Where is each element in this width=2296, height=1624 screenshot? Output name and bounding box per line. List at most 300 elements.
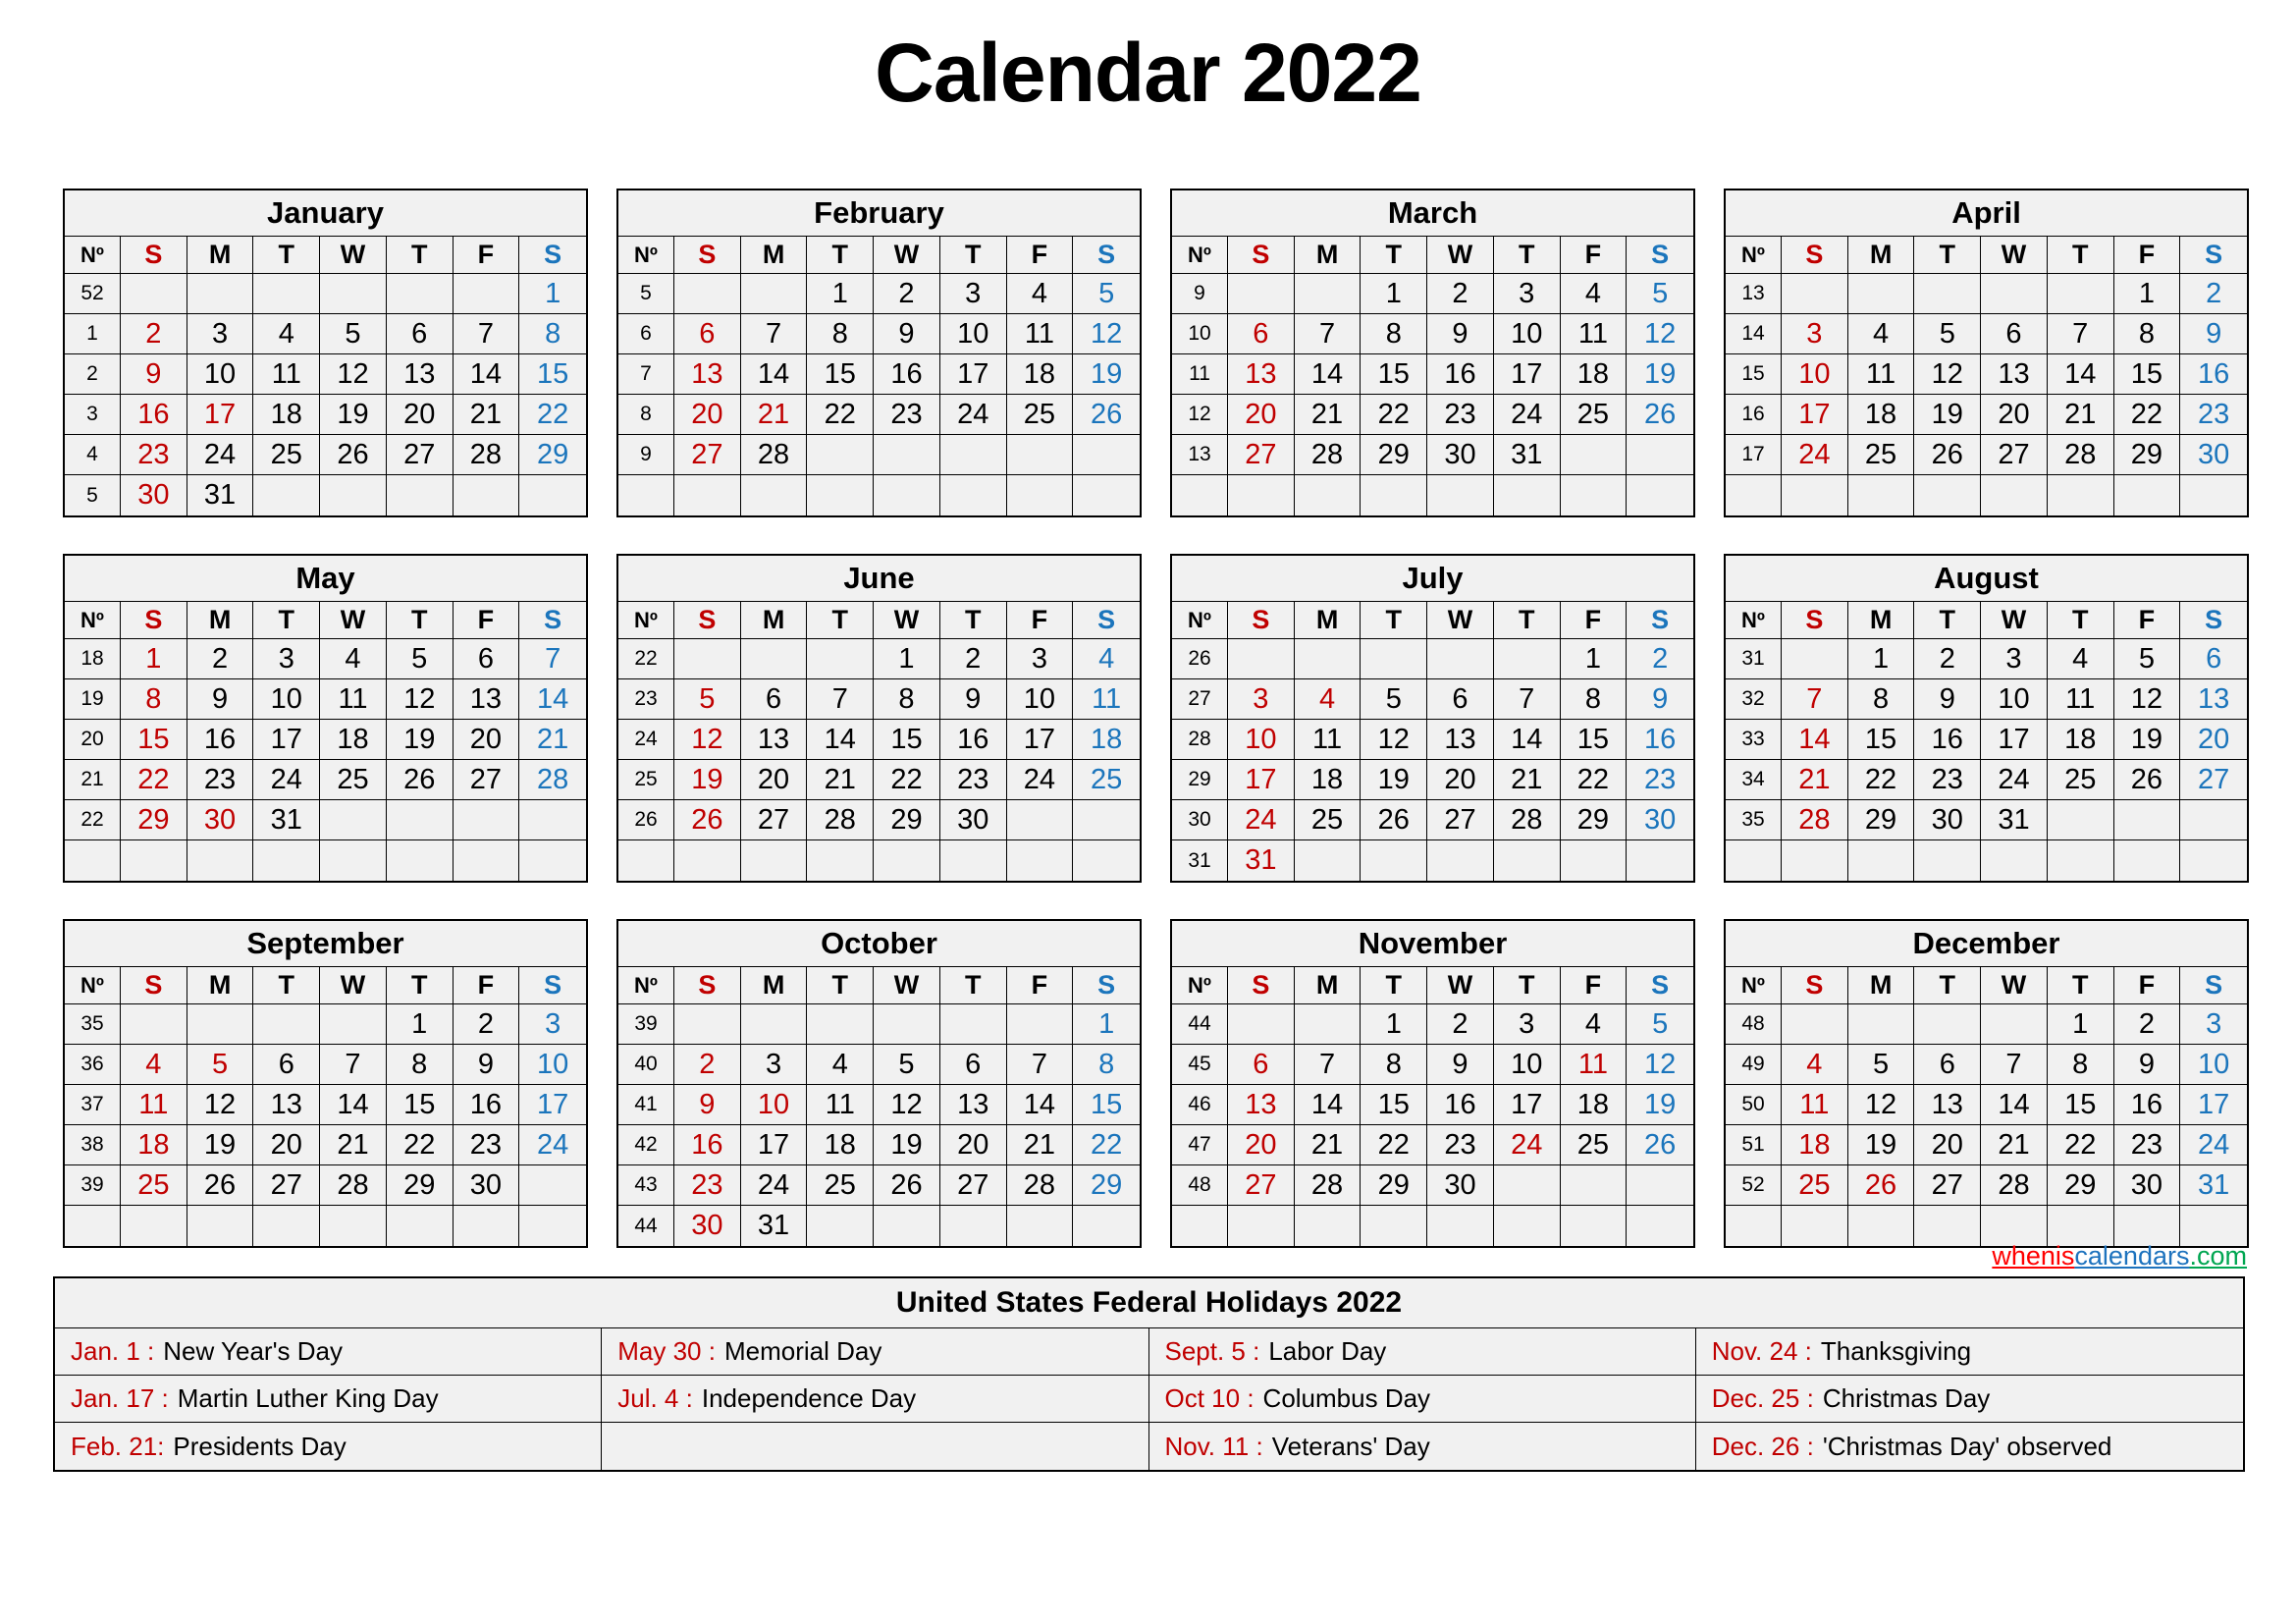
day-cell: 22	[874, 760, 940, 800]
day-cell: 21	[454, 395, 520, 435]
day-cell: 28	[1981, 1165, 2048, 1206]
day-cell: 28	[1494, 800, 1561, 840]
day-cell	[121, 274, 187, 314]
website-link-part-blue: calendars	[2074, 1241, 2190, 1271]
day-cell	[940, 840, 1007, 881]
holiday-date: Oct 10 :	[1164, 1383, 1255, 1413]
day-cell: 30	[121, 475, 187, 515]
day-cell: 8	[1361, 1045, 1427, 1085]
day-cell: 24	[253, 760, 320, 800]
holiday-cell	[1149, 1376, 1696, 1423]
day-cell	[1981, 274, 2048, 314]
day-header-cell: M	[187, 237, 254, 274]
week-number-cell: 5	[65, 475, 121, 515]
day-cell: 14	[454, 354, 520, 395]
week-number-cell: 52	[65, 274, 121, 314]
day-cell: 12	[2114, 679, 2181, 720]
month-title: June	[618, 556, 1140, 602]
day-cell: 16	[940, 720, 1007, 760]
day-header-cell: M	[187, 602, 254, 639]
day-header-cell: S	[2180, 602, 2247, 639]
day-cell: 14	[1782, 720, 1848, 760]
week-number-header: Nº	[1172, 602, 1228, 639]
day-cell	[940, 1004, 1007, 1045]
day-cell: 6	[940, 1045, 1007, 1085]
day-cell: 13	[1427, 720, 1494, 760]
week-number-header: Nº	[1726, 967, 1782, 1004]
day-cell	[454, 475, 520, 515]
day-cell	[874, 1004, 940, 1045]
day-cell: 10	[940, 314, 1007, 354]
day-cell: 18	[1561, 354, 1628, 395]
day-header-cell: S	[519, 602, 586, 639]
day-cell: 18	[1561, 1085, 1628, 1125]
week-number-cell: 41	[618, 1085, 674, 1125]
day-cell	[1295, 840, 1362, 881]
day-cell	[1228, 639, 1295, 679]
day-cell: 5	[1627, 274, 1693, 314]
week-number-cell: 5	[618, 274, 674, 314]
day-header-cell: T	[387, 602, 454, 639]
day-cell: 4	[1007, 274, 1074, 314]
day-cell: 28	[1007, 1165, 1074, 1206]
day-cell: 18	[121, 1125, 187, 1165]
month-title: March	[1172, 190, 1693, 237]
day-cell: 9	[187, 679, 254, 720]
month-grid	[65, 237, 586, 515]
day-header-cell: T	[1361, 602, 1427, 639]
day-cell	[1981, 840, 2048, 881]
day-cell: 1	[387, 1004, 454, 1045]
day-cell: 5	[874, 1045, 940, 1085]
day-cell: 19	[1914, 395, 1981, 435]
day-cell: 21	[741, 395, 808, 435]
day-cell: 9	[1914, 679, 1981, 720]
day-cell	[1228, 475, 1295, 515]
week-number-cell: 19	[65, 679, 121, 720]
day-cell: 15	[387, 1085, 454, 1125]
day-cell: 16	[1627, 720, 1693, 760]
month-january	[63, 189, 588, 517]
week-number-cell: 39	[618, 1004, 674, 1045]
day-cell: 13	[940, 1085, 1007, 1125]
day-cell	[387, 800, 454, 840]
day-cell: 30	[1914, 800, 1981, 840]
day-header-cell: S	[121, 237, 187, 274]
month-grid	[618, 237, 1140, 515]
day-cell: 29	[519, 435, 586, 475]
day-cell: 17	[741, 1125, 808, 1165]
day-cell: 26	[1914, 435, 1981, 475]
website-link-part-red: whenis	[1992, 1241, 2075, 1271]
day-cell: 16	[1427, 1085, 1494, 1125]
day-header-cell: M	[187, 967, 254, 1004]
day-cell: 2	[674, 1045, 741, 1085]
day-header-cell: F	[2114, 602, 2181, 639]
day-cell: 13	[741, 720, 808, 760]
day-cell: 11	[1561, 1045, 1628, 1085]
day-cell: 1	[1561, 639, 1628, 679]
day-cell	[1561, 1206, 1628, 1246]
day-cell: 23	[940, 760, 1007, 800]
day-cell: 18	[253, 395, 320, 435]
day-cell	[121, 840, 187, 881]
week-number-cell: 2	[65, 354, 121, 395]
day-cell: 6	[1228, 314, 1295, 354]
week-number-cell: 40	[618, 1045, 674, 1085]
day-cell: 17	[1007, 720, 1074, 760]
day-cell: 10	[1494, 314, 1561, 354]
day-cell: 1	[807, 274, 874, 314]
day-cell	[387, 475, 454, 515]
day-cell: 9	[2180, 314, 2247, 354]
day-cell: 30	[1427, 435, 1494, 475]
month-november	[1170, 919, 1695, 1248]
week-number-cell: 51	[1726, 1125, 1782, 1165]
day-cell: 21	[1007, 1125, 1074, 1165]
day-cell: 21	[1782, 760, 1848, 800]
day-cell: 9	[874, 314, 940, 354]
day-cell	[253, 840, 320, 881]
day-cell	[1007, 475, 1074, 515]
day-cell: 8	[387, 1045, 454, 1085]
month-title: December	[1726, 921, 2247, 967]
day-header-cell: F	[454, 967, 520, 1004]
day-cell: 4	[1295, 679, 1362, 720]
day-cell: 24	[1228, 800, 1295, 840]
month-july	[1170, 554, 1695, 883]
day-cell: 9	[454, 1045, 520, 1085]
day-cell: 1	[121, 639, 187, 679]
day-cell: 2	[1627, 639, 1693, 679]
day-cell	[2114, 475, 2181, 515]
week-number-cell: 44	[1172, 1004, 1228, 1045]
day-cell	[320, 800, 387, 840]
day-cell: 30	[2114, 1165, 2181, 1206]
holiday-cell	[55, 1376, 602, 1423]
day-header-cell: W	[874, 237, 940, 274]
holidays-table-grid	[55, 1328, 2243, 1470]
day-cell	[454, 1206, 520, 1246]
day-cell: 14	[1295, 1085, 1362, 1125]
day-cell: 23	[1627, 760, 1693, 800]
day-cell: 9	[2114, 1045, 2181, 1085]
day-header-cell: S	[1073, 237, 1140, 274]
month-april	[1724, 189, 2249, 517]
day-cell: 27	[741, 800, 808, 840]
day-cell: 27	[253, 1165, 320, 1206]
day-cell: 5	[1361, 679, 1427, 720]
day-cell: 9	[940, 679, 1007, 720]
day-cell	[874, 435, 940, 475]
month-title: September	[65, 921, 586, 967]
day-cell: 23	[187, 760, 254, 800]
day-cell: 1	[874, 639, 940, 679]
month-grid	[1172, 602, 1693, 881]
week-number-cell: 48	[1172, 1165, 1228, 1206]
day-header-cell: W	[320, 237, 387, 274]
week-number-cell	[1726, 840, 1782, 881]
month-september	[63, 919, 588, 1248]
day-cell	[1295, 475, 1362, 515]
day-cell: 24	[1782, 435, 1848, 475]
day-cell: 25	[807, 1165, 874, 1206]
day-cell: 28	[320, 1165, 387, 1206]
day-cell	[1561, 840, 1628, 881]
week-number-cell: 17	[1726, 435, 1782, 475]
day-cell	[2048, 800, 2114, 840]
day-cell	[1914, 1004, 1981, 1045]
day-header-cell: F	[454, 237, 520, 274]
week-number-cell: 26	[1172, 639, 1228, 679]
day-cell: 13	[1228, 354, 1295, 395]
day-cell: 8	[121, 679, 187, 720]
day-cell: 16	[1914, 720, 1981, 760]
day-cell: 30	[674, 1206, 741, 1246]
month-may	[63, 554, 588, 883]
holiday-cell	[1696, 1423, 2243, 1470]
day-cell: 11	[1007, 314, 1074, 354]
month-grid	[1172, 237, 1693, 515]
day-cell	[2114, 800, 2181, 840]
day-cell	[1007, 1206, 1074, 1246]
week-number-cell: 15	[1726, 354, 1782, 395]
month-grid	[618, 967, 1140, 1246]
website-link[interactable]	[1992, 1241, 2247, 1272]
day-cell: 3	[1007, 639, 1074, 679]
day-cell	[121, 1004, 187, 1045]
day-cell	[253, 1004, 320, 1045]
day-cell	[2180, 800, 2247, 840]
day-cell: 3	[519, 1004, 586, 1045]
day-cell: 14	[320, 1085, 387, 1125]
day-cell: 21	[1981, 1125, 2048, 1165]
day-cell	[1782, 475, 1848, 515]
week-number-cell: 34	[1726, 760, 1782, 800]
day-cell	[187, 1206, 254, 1246]
day-cell: 6	[1981, 314, 2048, 354]
day-cell	[1073, 800, 1140, 840]
day-cell: 18	[1007, 354, 1074, 395]
day-header-cell: S	[121, 967, 187, 1004]
day-cell	[1295, 1206, 1362, 1246]
day-cell	[2048, 475, 2114, 515]
day-cell: 5	[387, 639, 454, 679]
day-cell: 4	[1561, 1004, 1628, 1045]
day-cell	[454, 840, 520, 881]
day-cell	[253, 274, 320, 314]
day-header-cell: T	[940, 602, 1007, 639]
day-cell: 9	[1427, 314, 1494, 354]
day-cell: 6	[387, 314, 454, 354]
day-cell	[807, 435, 874, 475]
day-cell: 15	[807, 354, 874, 395]
week-number-cell: 33	[1726, 720, 1782, 760]
day-cell: 23	[1427, 1125, 1494, 1165]
day-cell: 17	[1494, 354, 1561, 395]
day-cell: 13	[1228, 1085, 1295, 1125]
day-header-cell: W	[874, 967, 940, 1004]
week-number-cell: 13	[1726, 274, 1782, 314]
day-cell	[1848, 475, 1915, 515]
day-cell: 7	[1007, 1045, 1074, 1085]
day-cell: 24	[940, 395, 1007, 435]
day-header-cell: T	[387, 967, 454, 1004]
day-cell: 12	[674, 720, 741, 760]
day-header-cell: M	[1295, 602, 1362, 639]
day-header-cell: W	[1427, 237, 1494, 274]
day-cell: 20	[2180, 720, 2247, 760]
week-number-cell: 29	[1172, 760, 1228, 800]
day-cell: 8	[519, 314, 586, 354]
holiday-date: Nov. 24 :	[1711, 1336, 1812, 1366]
week-number-cell: 52	[1726, 1165, 1782, 1206]
day-cell: 29	[2114, 435, 2181, 475]
day-cell: 3	[253, 639, 320, 679]
week-number-cell: 3	[65, 395, 121, 435]
day-header-cell: F	[2114, 237, 2181, 274]
day-cell: 18	[1848, 395, 1915, 435]
day-header-cell: S	[1782, 237, 1848, 274]
day-cell: 7	[1295, 314, 1362, 354]
day-cell: 27	[387, 435, 454, 475]
day-cell: 21	[1295, 1125, 1362, 1165]
day-cell: 2	[940, 639, 1007, 679]
holiday-label: Martin Luther King Day	[177, 1383, 439, 1413]
day-header-cell: W	[1427, 967, 1494, 1004]
day-cell	[253, 475, 320, 515]
day-cell: 17	[187, 395, 254, 435]
week-number-cell: 28	[1172, 720, 1228, 760]
day-cell	[320, 274, 387, 314]
day-cell: 13	[1981, 354, 2048, 395]
day-cell: 3	[1494, 1004, 1561, 1045]
day-header-cell: T	[940, 967, 1007, 1004]
day-header-cell: W	[320, 602, 387, 639]
day-header-cell: T	[1494, 237, 1561, 274]
day-cell: 5	[320, 314, 387, 354]
day-cell: 5	[1848, 1045, 1915, 1085]
day-cell: 22	[1361, 395, 1427, 435]
day-cell: 5	[1073, 274, 1140, 314]
day-header-cell: S	[674, 967, 741, 1004]
months-grid	[63, 189, 2249, 1248]
page-title: Calendar 2022	[875, 27, 1421, 119]
day-cell: 29	[2048, 1165, 2114, 1206]
week-number-cell: 49	[1726, 1045, 1782, 1085]
day-cell: 9	[1627, 679, 1693, 720]
day-cell: 18	[1782, 1125, 1848, 1165]
month-grid	[1726, 602, 2247, 881]
day-cell	[519, 1206, 586, 1246]
day-cell: 29	[874, 800, 940, 840]
day-cell: 30	[1427, 1165, 1494, 1206]
holiday-date: Dec. 25 :	[1711, 1383, 1814, 1413]
day-cell	[1494, 1206, 1561, 1246]
day-cell: 13	[674, 354, 741, 395]
day-cell	[940, 475, 1007, 515]
week-number-cell: 20	[65, 720, 121, 760]
week-number-cell: 47	[1172, 1125, 1228, 1165]
day-cell	[187, 840, 254, 881]
day-cell: 20	[940, 1125, 1007, 1165]
holiday-cell	[55, 1423, 602, 1470]
day-header-cell: T	[807, 602, 874, 639]
day-cell	[1295, 1004, 1362, 1045]
day-cell	[1782, 1206, 1848, 1246]
week-number-cell: 30	[1172, 800, 1228, 840]
day-cell: 3	[1782, 314, 1848, 354]
day-header-cell: M	[1848, 967, 1915, 1004]
day-cell: 22	[2114, 395, 2181, 435]
day-cell: 23	[1914, 760, 1981, 800]
month-title: January	[65, 190, 586, 237]
week-number-header: Nº	[1726, 602, 1782, 639]
day-cell	[940, 1206, 1007, 1246]
day-cell: 9	[674, 1085, 741, 1125]
day-cell: 23	[2180, 395, 2247, 435]
day-cell	[519, 475, 586, 515]
holiday-label: Memorial Day	[723, 1336, 882, 1366]
day-cell: 3	[741, 1045, 808, 1085]
day-cell	[1295, 274, 1362, 314]
holiday-label: Thanksgiving	[1820, 1336, 1972, 1366]
month-february	[616, 189, 1142, 517]
day-cell	[1627, 840, 1693, 881]
holiday-label: Presidents Day	[173, 1431, 347, 1461]
day-cell: 26	[1627, 395, 1693, 435]
day-header-cell: S	[1782, 967, 1848, 1004]
day-cell: 24	[1494, 1125, 1561, 1165]
day-cell: 10	[519, 1045, 586, 1085]
day-cell	[1007, 435, 1074, 475]
day-cell: 5	[1914, 314, 1981, 354]
day-cell: 19	[1361, 760, 1427, 800]
day-cell	[1228, 274, 1295, 314]
day-cell: 17	[1782, 395, 1848, 435]
day-header-cell: S	[1627, 237, 1693, 274]
day-cell: 23	[874, 395, 940, 435]
day-cell	[674, 475, 741, 515]
day-cell	[1361, 639, 1427, 679]
day-cell: 4	[1848, 314, 1915, 354]
day-cell: 8	[874, 679, 940, 720]
day-cell: 1	[2114, 274, 2181, 314]
day-cell: 20	[253, 1125, 320, 1165]
day-cell: 31	[253, 800, 320, 840]
day-cell: 29	[1848, 800, 1915, 840]
day-cell: 8	[807, 314, 874, 354]
day-cell: 17	[1494, 1085, 1561, 1125]
day-cell: 6	[1914, 1045, 1981, 1085]
holiday-label: 'Christmas Day' observed	[1822, 1431, 2112, 1461]
day-cell: 10	[253, 679, 320, 720]
holiday-date: Dec. 26 :	[1711, 1431, 1814, 1461]
day-cell	[1782, 274, 1848, 314]
day-cell: 7	[1981, 1045, 2048, 1085]
day-cell	[1981, 1004, 2048, 1045]
week-number-cell: 13	[1172, 435, 1228, 475]
day-cell: 27	[454, 760, 520, 800]
week-number-header: Nº	[1172, 237, 1228, 274]
week-number-cell	[1172, 1206, 1228, 1246]
day-cell: 10	[1228, 720, 1295, 760]
day-header-cell: F	[1007, 967, 1074, 1004]
day-header-cell: S	[1073, 967, 1140, 1004]
day-cell: 7	[1782, 679, 1848, 720]
day-header-cell: T	[2048, 237, 2114, 274]
day-cell: 20	[1914, 1125, 1981, 1165]
